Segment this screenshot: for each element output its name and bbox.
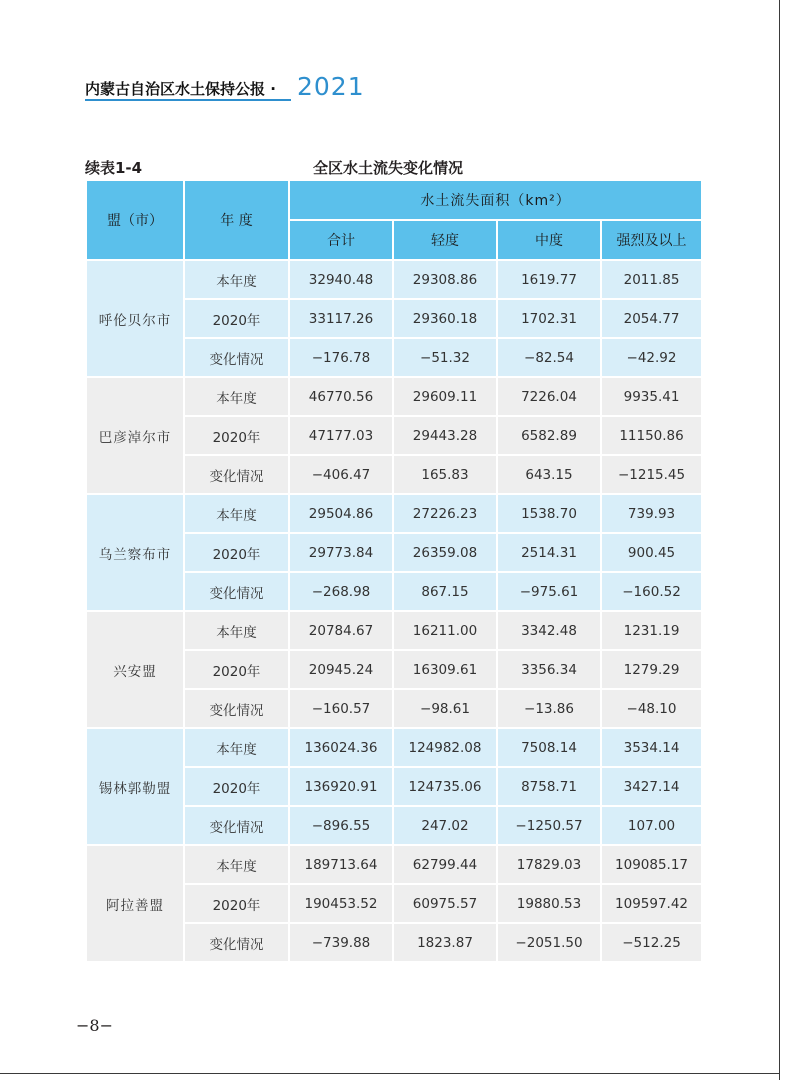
- value-cell: −2051.50: [498, 924, 602, 963]
- header-title: 内蒙古自治区水土保持公报 ·: [85, 80, 276, 98]
- value-cell: 1538.70: [498, 495, 602, 534]
- col-header-year: 年 度: [185, 181, 290, 261]
- value-cell: 62799.44: [394, 846, 498, 885]
- table-row: [87, 261, 703, 300]
- value-cell: 16309.61: [394, 651, 498, 690]
- region-name-cell: 乌兰察布市: [87, 495, 185, 612]
- value-cell: −42.92: [602, 339, 703, 378]
- table-row: [87, 378, 703, 417]
- value-cell: 19880.53: [498, 885, 602, 924]
- value-cell: 6582.89: [498, 417, 602, 456]
- year-label-cell: 变化情况: [185, 807, 290, 846]
- col-header-severe: 强烈及以上: [602, 221, 703, 261]
- value-cell: 1702.31: [498, 300, 602, 339]
- value-cell: 27226.23: [394, 495, 498, 534]
- page-border-right: [779, 0, 780, 1080]
- value-cell: 2054.77: [602, 300, 703, 339]
- region-name-cell: 锡林郭勒盟: [87, 729, 185, 846]
- region-name-cell: 阿拉善盟: [87, 846, 185, 963]
- value-cell: −160.52: [602, 573, 703, 612]
- year-label-cell: 本年度: [185, 261, 290, 300]
- value-cell: 1279.29: [602, 651, 703, 690]
- value-cell: 190453.52: [290, 885, 394, 924]
- table-body: [87, 261, 703, 963]
- region-name-cell: 兴安盟: [87, 612, 185, 729]
- value-cell: 136024.36: [290, 729, 394, 768]
- value-cell: 900.45: [602, 534, 703, 573]
- year-label-cell: 变化情况: [185, 339, 290, 378]
- value-cell: 29773.84: [290, 534, 394, 573]
- value-cell: −896.55: [290, 807, 394, 846]
- value-cell: 1619.77: [498, 261, 602, 300]
- year-label-cell: 2020年: [185, 300, 290, 339]
- value-cell: 11150.86: [602, 417, 703, 456]
- value-cell: 136920.91: [290, 768, 394, 807]
- value-cell: −160.57: [290, 690, 394, 729]
- value-cell: 33117.26: [290, 300, 394, 339]
- value-cell: −13.86: [498, 690, 602, 729]
- value-cell: 1231.19: [602, 612, 703, 651]
- table-row: [87, 846, 703, 885]
- year-label-cell: 2020年: [185, 534, 290, 573]
- value-cell: 16211.00: [394, 612, 498, 651]
- year-label-cell: 变化情况: [185, 573, 290, 612]
- value-cell: −51.32: [394, 339, 498, 378]
- table-number: 续表1-4: [85, 159, 143, 177]
- value-cell: −98.61: [394, 690, 498, 729]
- table-row: [87, 612, 703, 651]
- col-header-region: 盟（市）: [87, 181, 185, 261]
- value-cell: 29308.86: [394, 261, 498, 300]
- header-underline: [85, 99, 291, 101]
- year-label-cell: 本年度: [185, 378, 290, 417]
- value-cell: 165.83: [394, 456, 498, 495]
- value-cell: 46770.56: [290, 378, 394, 417]
- value-cell: 107.00: [602, 807, 703, 846]
- value-cell: 9935.41: [602, 378, 703, 417]
- value-cell: 1823.87: [394, 924, 498, 963]
- col-header-total: 合计: [290, 221, 394, 261]
- value-cell: 32940.48: [290, 261, 394, 300]
- value-cell: −512.25: [602, 924, 703, 963]
- value-cell: 29504.86: [290, 495, 394, 534]
- page-number: −8−: [76, 1016, 113, 1035]
- value-cell: 2011.85: [602, 261, 703, 300]
- year-label-cell: 2020年: [185, 651, 290, 690]
- value-cell: −1250.57: [498, 807, 602, 846]
- value-cell: 124735.06: [394, 768, 498, 807]
- value-cell: 7226.04: [498, 378, 602, 417]
- value-cell: 3534.14: [602, 729, 703, 768]
- value-cell: 8758.71: [498, 768, 602, 807]
- value-cell: 3356.34: [498, 651, 602, 690]
- value-cell: 20945.24: [290, 651, 394, 690]
- value-cell: 47177.03: [290, 417, 394, 456]
- table-row: [87, 495, 703, 534]
- year-label-cell: 变化情况: [185, 456, 290, 495]
- year-label-cell: 变化情况: [185, 924, 290, 963]
- year-label-cell: 2020年: [185, 417, 290, 456]
- value-cell: −268.98: [290, 573, 394, 612]
- value-cell: 124982.08: [394, 729, 498, 768]
- value-cell: −739.88: [290, 924, 394, 963]
- value-cell: 867.15: [394, 573, 498, 612]
- value-cell: −1215.45: [602, 456, 703, 495]
- value-cell: 26359.08: [394, 534, 498, 573]
- value-cell: −406.47: [290, 456, 394, 495]
- value-cell: 739.93: [602, 495, 703, 534]
- value-cell: −975.61: [498, 573, 602, 612]
- value-cell: 29443.28: [394, 417, 498, 456]
- table-title: 全区水土流失变化情况: [313, 159, 464, 177]
- value-cell: 2514.31: [498, 534, 602, 573]
- value-cell: −82.54: [498, 339, 602, 378]
- region-name-cell: 巴彦淖尔市: [87, 378, 185, 495]
- year-label-cell: 本年度: [185, 612, 290, 651]
- col-header-moderate: 中度: [498, 221, 602, 261]
- header-year: 2021: [297, 72, 365, 101]
- value-cell: 3427.14: [602, 768, 703, 807]
- value-cell: 3342.48: [498, 612, 602, 651]
- year-label-cell: 2020年: [185, 885, 290, 924]
- value-cell: 20784.67: [290, 612, 394, 651]
- value-cell: 29609.11: [394, 378, 498, 417]
- value-cell: 643.15: [498, 456, 602, 495]
- value-cell: −176.78: [290, 339, 394, 378]
- value-cell: 109085.17: [602, 846, 703, 885]
- year-label-cell: 变化情况: [185, 690, 290, 729]
- region-name-cell: 呼伦贝尔市: [87, 261, 185, 378]
- value-cell: 60975.57: [394, 885, 498, 924]
- col-header-light: 轻度: [394, 221, 498, 261]
- value-cell: 7508.14: [498, 729, 602, 768]
- value-cell: 17829.03: [498, 846, 602, 885]
- value-cell: −48.10: [602, 690, 703, 729]
- value-cell: 29360.18: [394, 300, 498, 339]
- year-label-cell: 本年度: [185, 495, 290, 534]
- value-cell: 247.02: [394, 807, 498, 846]
- value-cell: 109597.42: [602, 885, 703, 924]
- year-label-cell: 本年度: [185, 846, 290, 885]
- year-label-cell: 2020年: [185, 768, 290, 807]
- col-header-erosion-area: 水土流失面积（km²）: [290, 181, 703, 221]
- value-cell: 189713.64: [290, 846, 394, 885]
- year-label-cell: 本年度: [185, 729, 290, 768]
- page-border-bottom: [0, 1073, 780, 1074]
- table-row: [87, 729, 703, 768]
- soil-erosion-table: [87, 181, 703, 963]
